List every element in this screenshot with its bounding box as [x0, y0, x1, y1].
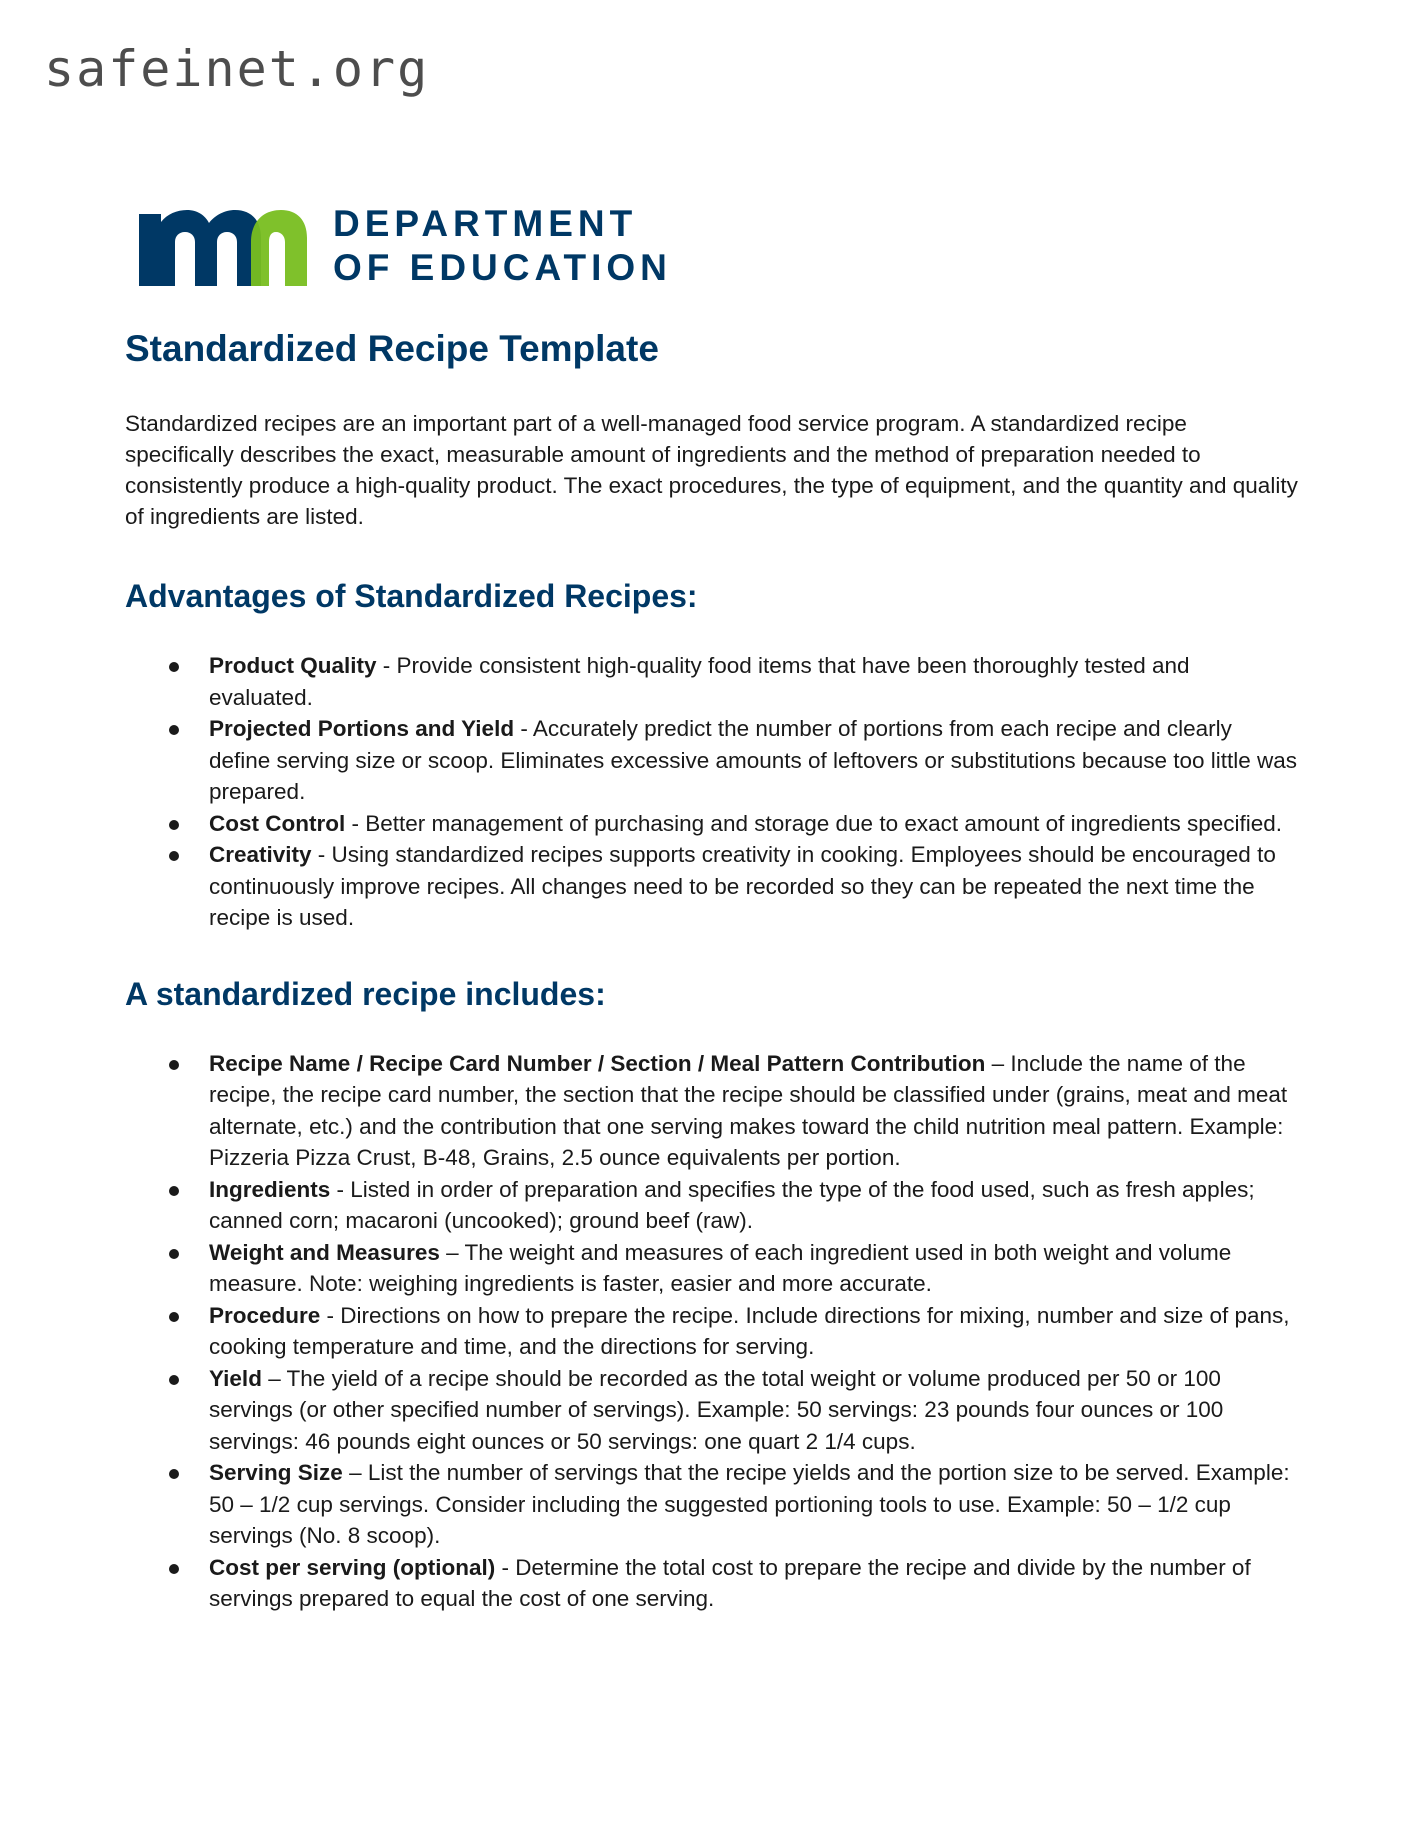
bullet-icon — [169, 1186, 179, 1196]
list-item — [125, 713, 1299, 808]
item-text: – The yield of a recipe should be recorded as the total weight or volume produced per 50 or 100 servings (or other specified number of servings). Example: 50 servings: 23 pounds four ounces or 100 servings: 46 pounds eight ounces or 50 servings: one quart 2 1/4 cups. — [209, 1365, 1224, 1454]
item-text: – List the number of servings that the recipe yields and the portion size to be served. Example: 50 – 1/2 cup servings. Consider including the suggested portioning tools to use. Example: 50 – 1/2 cup servings (No. 8 scoop). — [209, 1460, 1290, 1548]
bullet-icon — [169, 1375, 179, 1385]
list-item — [125, 1048, 1299, 1174]
item-text: – Include the name of the recipe, the recipe card number, the section that the recipe should be classified under (grains, meat and meat alternate, etc.) and the contribution that one serving makes toward the child nutrition meal pattern. Example: Pizzeria Pizza Crust, B-48, Grains, 2.5 ounce equivalents per portion. — [209, 1050, 1288, 1170]
watermark-text: safeinet.org — [44, 40, 430, 98]
bullet-icon — [169, 1249, 179, 1259]
advantages-list — [125, 650, 1300, 934]
item-term: Cost Control — [209, 810, 346, 836]
logo-line-1: DEPARTMENT — [333, 203, 638, 244]
bullet-icon — [169, 1312, 179, 1322]
bullet-icon — [169, 1469, 179, 1479]
list-item — [125, 1300, 1299, 1363]
item-term: Product Quality — [209, 653, 377, 678]
includes-heading: A standardized recipe includes: — [125, 975, 606, 1012]
item-term: Cost per serving (optional) — [209, 1554, 496, 1580]
item-text: - Provide consistent high-quality food items that have been thoroughly tested and evaluated. — [209, 653, 1190, 710]
item-term: Creativity — [209, 842, 312, 867]
item-term: Projected Portions and Yield — [209, 716, 515, 741]
item-text: - Determine the total cost to prepare the recipe and divide by the number of servings prepared to equal the cost of one serving. — [209, 1554, 1251, 1611]
list-item — [125, 1237, 1299, 1300]
item-term: Weight and Measures — [209, 1239, 440, 1265]
list-item — [125, 1552, 1299, 1615]
item-text: - Listed in order of preparation and specifies the type of the food used, such as fresh apples; canned corn; macaroni (uncooked); ground beef (raw). — [209, 1176, 1255, 1233]
item-text: - Better management of purchasing and storage due to exact amount of ingredients specified. — [345, 810, 1283, 836]
list-item — [125, 808, 1299, 840]
bullet-icon — [169, 851, 179, 861]
logo-line-2: OF EDUCATION — [333, 247, 672, 288]
document-body — [125, 326, 1300, 1615]
intro-paragraph: Standardized recipes are an important part of a well-managed food service program. A standardized recipe specifically describes the exact, measurable amount of ingredients and the method of preparation needed to consistently produce a high-quality product. The exact procedures, the type of equipment, and the quantity and quality of ingredients are listed. — [125, 411, 1298, 529]
bullet-icon — [169, 820, 179, 830]
logo-wordmark — [333, 202, 672, 290]
list-item — [125, 650, 1299, 713]
list-item — [125, 1363, 1299, 1458]
department-logo — [139, 203, 672, 288]
bullet-icon — [169, 725, 179, 735]
bullet-icon — [169, 1564, 179, 1574]
item-term: Serving Size — [209, 1460, 343, 1485]
item-text: – The weight and measures of each ingredient used in both weight and volume measure. Note: weighing ingredients is faster, easier and more accurate. — [209, 1239, 1232, 1296]
list-item — [125, 1457, 1299, 1552]
item-text: - Using standardized recipes supports creativity in cooking. Employees should be encouraged to continuously improve recipes. All changes need to be recorded so they can be repeated the next time the recipe is used. — [209, 842, 1276, 930]
list-item — [125, 839, 1299, 934]
bullet-icon — [169, 1060, 179, 1070]
item-term: Recipe Name / Recipe Card Number / Section / Meal Pattern Contribution — [209, 1050, 986, 1076]
list-item — [125, 1174, 1299, 1237]
advantages-heading: Advantages of Standardized Recipes: — [125, 578, 698, 614]
item-term: Procedure — [209, 1302, 321, 1328]
item-text: - Directions on how to prepare the recipe. Include directions for mixing, number and size of pans, cooking temperature and time, and the directions for serving. — [209, 1302, 1290, 1359]
item-text: - Accurately predict the number of portions from each recipe and clearly define serving size or scoop. Eliminates excessive amounts of leftovers or substitutions because too little was prepared. — [209, 716, 1298, 804]
page-title: Standardized Recipe Template — [125, 328, 659, 369]
item-term: Yield — [209, 1365, 262, 1391]
item-term: Ingredients — [209, 1176, 331, 1202]
mn-logo-icon — [139, 206, 307, 286]
includes-list — [125, 1048, 1300, 1615]
bullet-icon — [169, 662, 179, 672]
